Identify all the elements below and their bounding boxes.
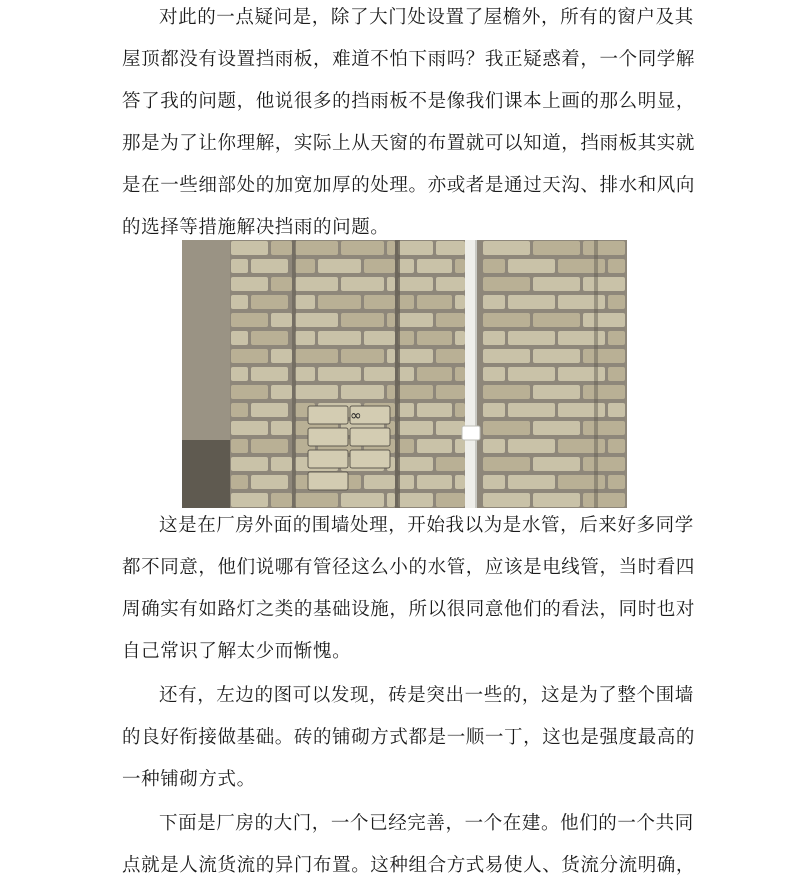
brick: [251, 439, 288, 453]
paragraph-rain-shield: [122, 0, 696, 249]
brick: [417, 259, 452, 273]
brick: [436, 421, 465, 435]
brick: [398, 403, 414, 417]
brick: [483, 475, 505, 489]
brick: [295, 313, 338, 327]
brick: [417, 439, 452, 453]
brick: [533, 385, 580, 399]
brick: [231, 385, 268, 399]
brick: [231, 421, 268, 435]
brick: [508, 367, 555, 381]
text-line: 的良好衔接做基础。砖的铺砌方式都是一顺一丁，这也是强度最高的: [122, 727, 696, 748]
brick: [583, 385, 625, 399]
brick: [483, 295, 505, 309]
brick: [608, 295, 625, 309]
brick: [508, 439, 555, 453]
brick: [508, 331, 555, 345]
brick: [295, 385, 338, 399]
brick: [398, 385, 433, 399]
brick: [295, 241, 338, 255]
brick: [533, 421, 580, 435]
brick: [364, 259, 395, 273]
brick: [398, 241, 433, 255]
brick: [508, 295, 555, 309]
wall-photo: [182, 240, 627, 508]
brick: [436, 313, 465, 327]
brick: [231, 295, 248, 309]
brick: [341, 349, 384, 363]
wall-seam: [395, 240, 400, 508]
brick: [417, 295, 452, 309]
brick: [455, 331, 465, 345]
brick: [387, 241, 395, 255]
brick: [231, 241, 268, 255]
brick: [533, 313, 580, 327]
text-line: 周确实有如路灯之类的基础设施，所以很同意他们的看法，同时也对: [122, 599, 696, 620]
brick: [231, 475, 248, 489]
brick: [231, 403, 248, 417]
brick: [251, 367, 288, 381]
brick: [608, 331, 625, 345]
text-line: 自己常识了解太少而惭愧。: [122, 641, 352, 662]
brick: [231, 349, 268, 363]
paragraph-wall-pipe: [122, 505, 696, 673]
brick: [295, 349, 338, 363]
brick: [295, 367, 315, 381]
brick: [508, 403, 555, 417]
brick: [608, 367, 625, 381]
paragraph-factory-gate: [122, 803, 696, 887]
brick: [231, 313, 268, 327]
brick: [251, 259, 288, 273]
brick: [398, 313, 433, 327]
brick: [436, 241, 465, 255]
protruding-brick: [350, 450, 390, 468]
brick: [398, 331, 414, 345]
brick: [436, 457, 465, 471]
brick: [271, 241, 292, 255]
brick: [271, 385, 292, 399]
brick: [251, 295, 288, 309]
text-line: 屋顶都没有设置挡雨板，难道不怕下雨吗？我正疑惑着，一个同学解: [122, 49, 696, 70]
brick: [608, 475, 625, 489]
text-line: 这是在厂房外面的围墙处理，开始我以为是水管，后来好多同学: [159, 515, 694, 536]
brick: [533, 457, 580, 471]
brick: [251, 475, 288, 489]
brick: [387, 313, 395, 327]
brick: [483, 403, 505, 417]
brick: [271, 313, 292, 327]
brick: [398, 349, 433, 363]
brick: [341, 385, 384, 399]
brick: [417, 475, 452, 489]
brick: [231, 367, 248, 381]
brick: [231, 259, 248, 273]
brick: [608, 403, 625, 417]
brick: [318, 295, 361, 309]
brick: [398, 295, 414, 309]
protruding-brick: [308, 450, 348, 468]
text-line: 一种铺砌方式。: [122, 769, 256, 790]
text-line: 那是为了让你理解，实际上从天窗的布置就可以知道，挡雨板其实就: [122, 133, 696, 154]
brick: [508, 259, 555, 273]
brick: [483, 385, 530, 399]
protruding-brick: [308, 428, 348, 446]
brick: [364, 295, 395, 309]
brick: [455, 295, 465, 309]
brick: [608, 439, 625, 453]
wall-seam: [594, 240, 598, 508]
text-line: 对此的一点疑问是，除了大门处设置了屋檐外，所有的窗户及其: [159, 7, 694, 28]
brick: [341, 241, 384, 255]
text-line: 点就是人流货流的异门布置。这种组合方式易使人、货流分流明确，: [122, 855, 696, 876]
brick: [387, 385, 395, 399]
brick: [231, 439, 248, 453]
brick: [318, 259, 361, 273]
brick: [231, 457, 268, 471]
brick: [398, 457, 433, 471]
brick: [533, 349, 580, 363]
text-line: 下面是厂房的大门，一个已经完善，一个在建。他们的一个共同: [159, 813, 694, 834]
brick: [483, 331, 505, 345]
brick: [483, 457, 530, 471]
brick: [583, 313, 625, 327]
brick: [251, 331, 288, 345]
brick: [231, 331, 248, 345]
brick: [341, 277, 384, 291]
brick: [231, 277, 268, 291]
brick: [483, 421, 530, 435]
brick: [295, 259, 315, 273]
brick: [583, 349, 625, 363]
brick: [417, 367, 452, 381]
brick: [583, 277, 625, 291]
brick: [341, 313, 384, 327]
brick: [398, 421, 433, 435]
paragraph-brick-bond: [122, 675, 696, 801]
brick: [436, 385, 465, 399]
chalk-mark: ∞: [350, 408, 362, 424]
text-line: 答了我的问题，他说很多的挡雨板不是像我们课本上画的那么明显，: [122, 91, 696, 112]
brick: [398, 277, 433, 291]
brick: [608, 259, 625, 273]
brick: [483, 277, 530, 291]
brick: [455, 475, 465, 489]
brick: [483, 241, 530, 255]
brick: [483, 367, 505, 381]
brick: [295, 331, 315, 345]
brick: [417, 403, 452, 417]
brick-wall-photo: [182, 240, 627, 508]
pipe-coupling: [462, 426, 480, 440]
brick: [387, 349, 395, 363]
protruding-brick: [308, 406, 348, 424]
brick: [436, 277, 465, 291]
brick: [364, 475, 395, 489]
brick: [436, 349, 465, 363]
text-line: 都不同意，他们说哪有管径这么小的水管，应该是电线管，当时看四: [122, 557, 696, 578]
brick: [271, 349, 292, 363]
brick: [318, 367, 361, 381]
protruding-brick: [308, 472, 348, 490]
brick: [271, 457, 292, 471]
pipe-shade: [475, 240, 477, 508]
wall-seam: [292, 240, 296, 508]
brick: [364, 331, 395, 345]
brick: [455, 439, 465, 453]
brick: [483, 439, 505, 453]
brick: [295, 277, 338, 291]
text-line: 是在一些细部处的加宽加厚的处理。亦或者是通过天沟、排水和风向: [122, 175, 696, 196]
brick: [251, 403, 288, 417]
brick: [483, 349, 530, 363]
brick: [295, 295, 315, 309]
brick: [364, 367, 395, 381]
brick: [417, 331, 452, 345]
brick: [583, 457, 625, 471]
text-line: 的选择等措施解决挡雨的问题。: [122, 217, 390, 238]
brick: [583, 421, 625, 435]
brick: [271, 421, 292, 435]
wet-ground: [182, 440, 230, 508]
brick: [398, 475, 414, 489]
brick: [398, 439, 414, 453]
brick: [533, 241, 580, 255]
brick: [583, 241, 625, 255]
protruding-brick: [350, 428, 390, 446]
brick: [271, 277, 292, 291]
brick: [483, 313, 530, 327]
brick: [387, 277, 395, 291]
brick: [398, 259, 414, 273]
brick: [508, 475, 555, 489]
brick: [318, 331, 361, 345]
brick: [398, 367, 414, 381]
brick: [533, 277, 580, 291]
brick: [455, 259, 465, 273]
brick: [483, 259, 505, 273]
brick: [455, 403, 465, 417]
text-line: 还有，左边的图可以发现，砖是突出一些的，这是为了整个围墙: [159, 685, 694, 706]
brick: [455, 367, 465, 381]
